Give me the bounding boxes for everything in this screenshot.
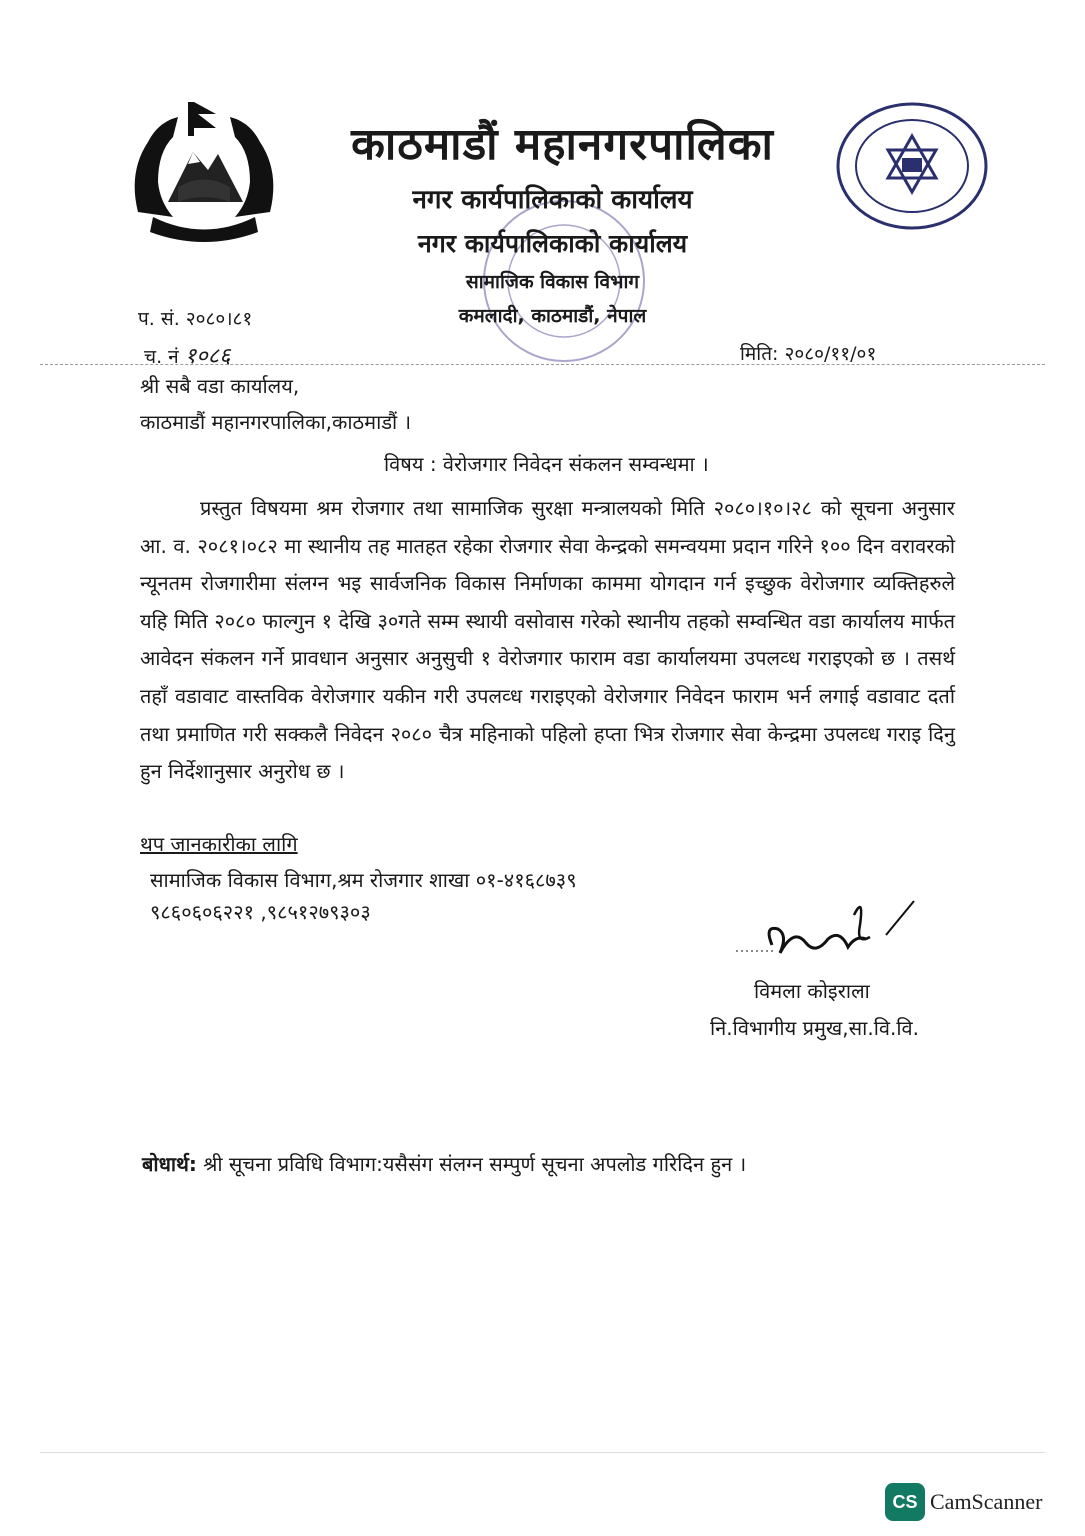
patra-sankhya: प. सं. २०८०।८१ <box>138 308 253 330</box>
chalan-label: च. नं <box>144 346 179 368</box>
camscanner-brand: CamScanner <box>930 1489 1043 1514</box>
cc-label: बोधार्थ: <box>142 1152 197 1176</box>
header-slogan: नगर कार्यपालिकाको कार्यालय <box>412 185 693 215</box>
recipient-line-1: श्री सबै वडा कार्यालय, <box>140 374 300 398</box>
letter-subject: विषय : वेरोजगार निवेदन संकलन सम्वन्धमा । <box>384 452 709 476</box>
office-title: काठमाडौं महानगरपालिका <box>351 119 774 170</box>
cc-text: श्री सूचना प्रविधि विभाग:यसैसंग संलग्न सम्पुर्ण सूचना अपलोड गरिदिन हुन । <box>203 1152 747 1176</box>
chalan-number <box>144 340 231 370</box>
chalan-value: १०८६ <box>184 344 231 369</box>
signature-icon <box>736 895 926 975</box>
letter-body <box>140 490 955 791</box>
camscanner-logo-icon: CS <box>885 1483 925 1521</box>
department-name: सामाजिक विकास विभाग <box>465 271 640 293</box>
info-contact-line-1: सामाजिक विकास विभाग,श्रम रोजगार शाखा ०१-४१६८७३९ <box>150 868 577 892</box>
letter-body-text: प्रस्तुत विषयमा श्रम रोजगार तथा सामाजिक सुरक्षा मन्त्रालयको मिति २०८०।१०।२८ को सूचना अनुसार आ. व. २०८१।०८२ मा स्थानीय तह मातहत रहेका रोजगार सेवा केन्द्रको समन्वयमा प्रदान गरिने १०० दिन वरावरको न्यूनतम रोजगारीमा संलग्न भइ सार्वजनिक विकास निर्माणका काममा योगदान गर्न इच्छुक वेरोजगार व्यक्तिहरुले यहि मिति २०८० फाल्गुन १ देखि ३०गते सम्म स्थायी वसोवास गरेको स्थानीय तहको सम्वन्धित वडा कार्यालय मार्फत आवेदन संकलन गर्ने प्रावधान अनुसार अनुसुची १ वेरोजगार फाराम वडा कार्यालयमा उपलव्ध गराइएको छ । तसर्थ तहाँ वडावाट वास्तविक वेरोजगार यकीन गरी उपलव्ध गराइएको वेरोजगार निवेदन फाराम भर्न लगाई वडावाट दर्ता तथा प्रमाणित गरी सक्कलै निवेदन २०८० चैत्र महिनाको पहिलो हप्ता भित्र रोजगार सेवा केन्द्रमा उपलव्ध गराइ दिनु हुन निर्देशानुसार अनुरोध छ । <box>140 496 955 784</box>
header-divider <box>40 364 1045 365</box>
signatory-title: नि.विभागीय प्रमुख,सा.वि.वि. <box>710 1016 920 1040</box>
office-address: कमलादी, काठमाडौं, नेपाल <box>458 305 647 327</box>
cc-note <box>142 1150 746 1177</box>
signatory-name: विमला कोइराला <box>754 979 870 1003</box>
recipient-line-2: काठमाडौं महानगरपालिका,काठमाडौं । <box>140 410 412 434</box>
info-heading: थप जानकारीका लागि <box>140 832 298 856</box>
footer-divider <box>40 1452 1045 1453</box>
info-contact-line-2: ९८६०६०६२२१ ,९८५१२७९३०३ <box>150 900 371 924</box>
office-name: नगर कार्यपालिकाको कार्यालय <box>417 229 688 258</box>
letter-date: मिति: २०८०/११/०१ <box>740 343 877 365</box>
